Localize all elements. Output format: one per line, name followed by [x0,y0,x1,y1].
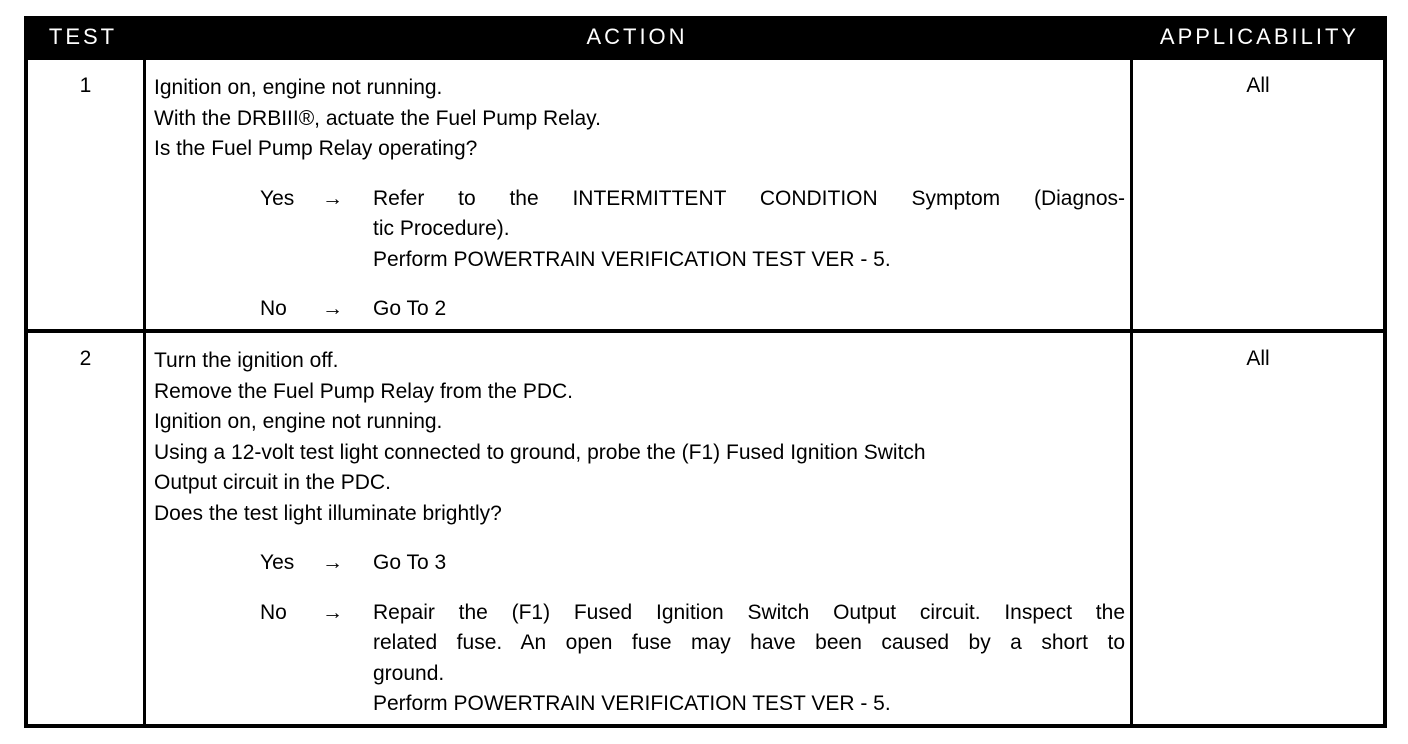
response-line: Refer to the INTERMITTENT CONDITION Symptom (Diagnos- [373,186,1125,210]
yes-label: Yes [260,551,295,574]
response-line: Go To 2 [373,297,447,320]
row-2-no-response [154,598,1130,720]
header-test: TEST [48,23,118,49]
row-1-test-number: 1 [28,60,143,329]
row-2-step: Remove the Fuel Pump Relay from the PDC. [154,379,573,403]
arrow-icon: → [322,297,343,320]
response-line: related fuse. An open fuse may have been caused by a short to [373,631,1125,654]
response-line: tic Procedure). [373,217,510,240]
arrow-icon: → [322,600,343,624]
row-2-action [146,333,1130,724]
yes-label: Yes [260,186,295,210]
diagnostic-table [24,16,1387,728]
row-2-step: Turn the ignition off. [154,349,339,372]
response-line: Perform POWERTRAIN VERIFICATION TEST VER - 5. [373,247,891,271]
row-2-yes-response [154,548,1130,579]
response-line: Go To 3 [373,551,447,574]
row-1-step: With the DRBIII®, actuate the Fuel Pump Relay. [154,106,601,130]
response-line: ground. [373,661,445,685]
response-line: Perform POWERTRAIN VERIFICATION TEST VER - 5. [373,692,891,715]
response-line: Repair the (F1) Fused Ignition Switch Output circuit. Inspect the [373,600,1125,624]
header-action: ACTION [586,23,688,49]
row-1-no-response [154,294,1130,325]
row-1-applicability: All [1133,60,1383,329]
row-2-step: Does the test light illuminate brightly? [154,501,502,525]
row-2-step: Using a 12-volt test light connected to ground, probe the (F1) Fused Ignition Switch [154,440,926,464]
no-label: No [260,297,287,320]
row-1-yes-response [154,184,1130,276]
row-2-step: Ignition on, engine not running. [154,410,443,433]
arrow-icon: → [322,551,343,574]
header-applicability: APPLICABILITY [1159,23,1360,49]
row-1-action [146,60,1130,329]
arrow-icon: → [322,186,343,210]
row-2-applicability: All [1133,333,1383,724]
row-1-step: Ignition on, engine not running. [154,76,443,99]
row-1-step: Is the Fuel Pump Relay operating? [154,137,478,160]
row-2-test-number: 2 [28,333,143,724]
row-2-step: Output circuit in the PDC. [154,471,391,494]
no-label: No [260,600,287,624]
